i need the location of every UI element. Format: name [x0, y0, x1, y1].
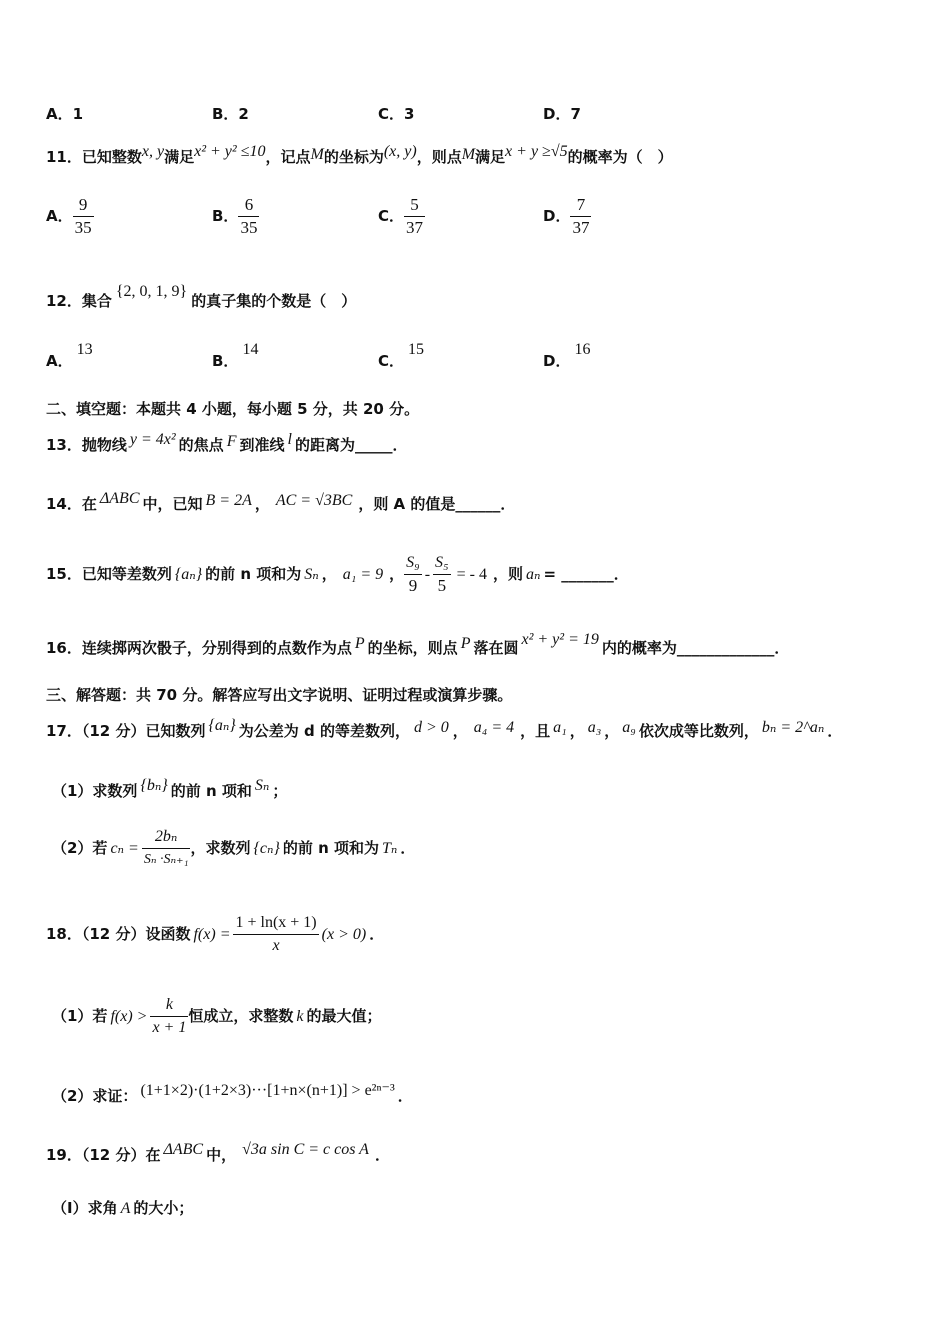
question-15: 15．已知等差数列 {aₙ} 的前 n 项和为 Sₙ ， a₁ = 9 ， $\frac{\text{S₉}}{9}$ - $\frac{\text{S₅}}{5}$ = - 4 ，则 aₙ = _______．	[46, 554, 629, 595]
question-18-part-1: （1）若 f(x) > $\frac{k}{x + 1}$ 恒成立，求整数 k 的最大值；	[52, 994, 381, 1039]
q10-option-d: D．7	[543, 105, 581, 123]
question-19-part-1: （Ⅰ）求角 A 的大小；	[52, 1199, 194, 1217]
question-13: 13．抛物线 y = 4x² 的焦点 F 到准线 l 的距离为_____．	[46, 431, 408, 454]
section-2-heading: 二、填空题：本题共 4 小题，每小题 5 分，共 20 分。	[46, 400, 420, 418]
fraction-f-of-x: $\frac{1 + \ln(x + 1)}{x}$	[235, 914, 317, 954]
question-18-part-2: （2）求证： (1+1×2)·(1+2×3)···[1+n×(n+1)] > e²ⁿ⁻³ ．	[52, 1082, 413, 1105]
q11-option-b: B． $\frac{6}{35}$	[212, 195, 258, 237]
q11-option-d: D． $\frac{7}{37}$	[543, 195, 590, 237]
question-17: 17．（12 分）已知数列 {aₙ} 为公差为 d 的等差数列， d > 0 ， a₄ = 4 ，且 a₁ ， a₃ ， a₉ 依次成等比数列， bₙ = 2^aₙ ．	[46, 717, 843, 740]
q11-option-a: A． $\frac{9}{35}$	[46, 195, 92, 237]
q12-option-b: B．14	[212, 341, 259, 370]
section-3-heading: 三、解答题：共 70 分。解答应写出文字说明、证明过程或演算步骤。	[46, 686, 513, 704]
question-17-part-2: （2）若 cₙ = $\frac{\text{2bₙ}}{\text{Sₙ ·Sₙ₊₁}}$ ，求数列 {cₙ} 的前 n 项和为 Tₙ ．	[52, 826, 415, 871]
question-17-part-1: （1）求数列 {bₙ} 的前 n 项和 Sₙ ；	[52, 777, 288, 800]
q10-option-a: A．1	[46, 105, 84, 123]
question-16: 16．连续掷两次骰子，分别得到的点数作为点 P 的坐标，则点 P 落在圆 x² + y² = 19 内的概率为_____________．	[46, 631, 790, 657]
q12-option-a: A．13	[46, 341, 93, 370]
q12-option-c: C．15	[378, 341, 425, 370]
q12-option-d: D．16	[543, 341, 591, 370]
q11-option-c: C． $\frac{5}{37}$	[378, 195, 424, 237]
question-14: 14．在 ΔABC 中，已知 B = 2A ， AC = √3BC ，则 A 的值是______．	[46, 490, 516, 513]
fraction-k-over-x-plus-1: $\frac{k}{x + 1}$	[152, 996, 187, 1036]
question-18: 18．（12 分）设函数 f(x) = $\frac{1 + \ln(x + 1)}{x}$ (x > 0) ．	[46, 912, 384, 957]
question-11: 11．已知整数x, y满足x² + y² ≤10，记点M的坐标为(x, y)，则点M满足x + y ≥√5的概率为（ ）	[46, 143, 673, 166]
question-12: 12．集合{2, 0, 1, 9}的真子集的个数是（ ）	[46, 283, 357, 310]
fraction-s9-over-9: $\frac{\text{S₉}}{9}$	[406, 554, 420, 595]
fraction-s5-over-5: $\frac{\text{S₅}}{5}$	[435, 554, 449, 595]
fraction-cn: $\frac{\text{2bₙ}}{\text{Sₙ ·Sₙ₊₁}}$	[143, 828, 189, 867]
question-19: 19．（12 分）在 ΔABC 中， √3a sin C = c cos A ．	[46, 1141, 390, 1164]
q10-option-c: C．3	[378, 105, 415, 123]
q10-option-b: B．2	[212, 105, 249, 123]
